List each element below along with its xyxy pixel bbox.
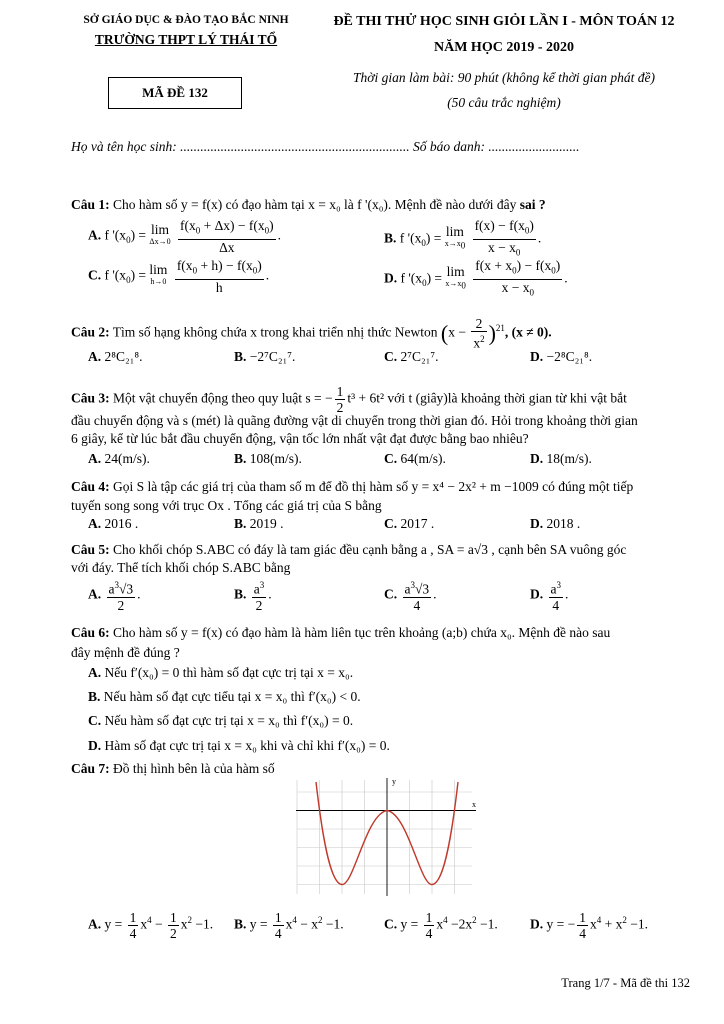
question-4: Câu 4: Gọi S là tập các giá trị của tham số m để đồ thị hàm số y = x⁴ − 2x² + m −1009 có đúng một tiếp — [71, 479, 634, 494]
q4-option-b[interactable]: B. 2019 . — [234, 516, 284, 531]
q6-option-a[interactable]: A. Nếu f′(x₀) = 0 thì hàm số đạt cực trị tại x = x₀. — [88, 665, 354, 680]
question-7: Câu 7: Đồ thị hình bên là của hàm số — [71, 761, 275, 776]
question-5: Câu 5: Cho khối chóp S.ABC có đáy là tam giác đều cạnh bằng a , SA = a√3 , cạnh bên SA vuông góc — [71, 542, 627, 557]
question-3-line-3: 6 giây, kể từ lúc bắt đầu chuyển động, vận tốc lớn nhất vật đạt được bằng bao nhiêu? — [71, 431, 529, 446]
function-graph — [296, 774, 478, 898]
q5-option-c[interactable]: C. $\frac{a^3√3}{4}$ . — [384, 580, 437, 613]
page-footer: Trang 1/7 - Mã đề thi 132 — [561, 976, 690, 990]
department: SỞ GIÁO DỤC & ĐÀO TẠO BẮC NINH — [83, 14, 289, 26]
question-6: Câu 6: Cho hàm số y = f(x) có đạo hàm là hàm liên tục trên khoảng (a;b) chứa x₀. Mệnh đề nào sau — [71, 625, 611, 640]
q5-option-d[interactable]: D. $\frac{a^3}{4}$ . — [530, 580, 569, 613]
question-6-line-2: đây mệnh đề đúng ? — [71, 645, 180, 660]
q5-option-a[interactable]: A. $\frac{a^3√3}{2}$ . — [88, 580, 141, 613]
exam-time: Thời gian làm bài: 90 phút (không kể thời gian phát đề) — [352, 70, 655, 85]
exam-code-box: MÃ ĐỀ 132 — [108, 77, 242, 109]
q1-option-c[interactable]: C. f '$(x_0) = \lim$ h→0 $\frac{f(x_0 + h) - f(x_0)}{h}$ . — [88, 258, 270, 295]
q4-option-c[interactable]: C. 2017 . — [384, 516, 435, 531]
question-3-line-2: đầu chuyển động và s (mét) là quãng đường vật di chuyển trong thời gian đó. Hỏi trong khoảng thời gian — [71, 413, 638, 428]
q7-option-b[interactable]: B. y = $\frac{1}{4}$ $x^4 - x^2 -1$. — [234, 910, 344, 941]
q1-option-d[interactable]: D. f '$(x_0) = \lim$ $x\to x_0$ $\frac{f(x + x_0) - f(x_0)}{x - x_0}$ . — [384, 258, 568, 298]
q3-option-c[interactable]: C. 64(m/s). — [384, 451, 446, 466]
question-4-line-2: tuyến song song với trục Ox . Tổng các giá trị của S bằng — [71, 498, 382, 513]
q3-option-d[interactable]: D. 18(m/s). — [530, 451, 592, 466]
q3-option-a[interactable]: A. 24(m/s). — [88, 451, 150, 466]
school-name: TRƯỜNG THPT LÝ THÁI TỔ — [94, 32, 278, 47]
q3-option-b[interactable]: B. 108(m/s). — [234, 451, 302, 466]
q2-option-b[interactable]: B. −2⁷C₂₁⁷. — [234, 349, 296, 364]
q4-option-d[interactable]: D. 2018 . — [530, 516, 581, 531]
q2-option-a[interactable]: A. 2⁸C₂₁⁸. — [88, 349, 143, 364]
q1-option-a[interactable]: A. f '$(x_0) = \lim$ Δx→0 $\frac{f(x_0 + \Delta x) - f(x_0)}{\Delta x}$ . — [88, 218, 281, 255]
q1-option-b[interactable]: B. f '$(x_0) = \lim$ $x\to x_0$ $\frac{f(x) - f(x_0)}{x - x_0}$ . — [384, 218, 542, 258]
q6-option-b[interactable]: B. Nếu hàm số đạt cực tiểu tại x = x₀ thì f′(x₀) < 0. — [88, 689, 361, 704]
question-5-line-2: với đáy. Thể tích khối chóp S.ABC bằng — [71, 560, 291, 575]
student-id-field[interactable]: Số báo danh: ........................... — [412, 139, 580, 154]
q7-option-c[interactable]: C. y = $\frac{1}{4}$ $x^4 -2x^2 -1$. — [384, 910, 498, 941]
q2-option-d[interactable]: D. −2⁸C₂₁⁸. — [530, 349, 593, 364]
q2-option-c[interactable]: C. 2⁷C₂₁⁷. — [384, 349, 439, 364]
question-count: (50 câu trắc nghiệm) — [447, 95, 561, 110]
q6-option-d[interactable]: D. Hàm số đạt cực trị tại x = x₀ khi và chỉ khi f′(x₀) = 0. — [88, 738, 390, 753]
student-name-field[interactable]: Họ và tên học sinh: .................................................................... — [71, 139, 410, 154]
q5-option-b[interactable]: B. $\frac{a^3}{2}$ . — [234, 580, 272, 613]
question-3: Câu 3: Một vật chuyển động theo quy luật s = − $\frac{1}{2}$ t³ + 6t² với t (giây)là khoảng thời gian từ khi vật bắt — [71, 384, 627, 415]
exam-title: ĐỀ THI THỬ HỌC SINH GIỎI LẦN I - MÔN TOÁN 12 — [333, 14, 675, 29]
q7-option-d[interactable]: D. y = − $\frac{1}{4}$ $x^4 + x^2 -1$. — [530, 910, 648, 941]
question-1: Câu 1: Cho hàm số y = f(x) có đạo hàm tại x = x₀ là f '(x₀). Mệnh đề nào dưới đây sai ? — [71, 197, 546, 212]
school-year: NĂM HỌC 2019 - 2020 — [434, 40, 574, 55]
x-axis-label: x — [472, 800, 476, 809]
q7-option-a[interactable]: A. y = $\frac{1}{4}$ $x^4$ − $\frac{1}{2}$ $x^2 -1$. — [88, 910, 214, 941]
q6-option-c[interactable]: C. Nếu hàm số đạt cực trị tại x = x₀ thì f′(x₀) = 0. — [88, 713, 354, 728]
question-2: Câu 2: Tìm số hạng không chứa x trong khai triển nhị thức Newton (x − $\frac{2}{x^2}$ )$^{21}$, (x ≠ 0). — [71, 316, 552, 351]
q4-option-a[interactable]: A. 2016 . — [88, 516, 139, 531]
student-info — [71, 139, 579, 155]
y-axis-label: y — [392, 777, 396, 786]
